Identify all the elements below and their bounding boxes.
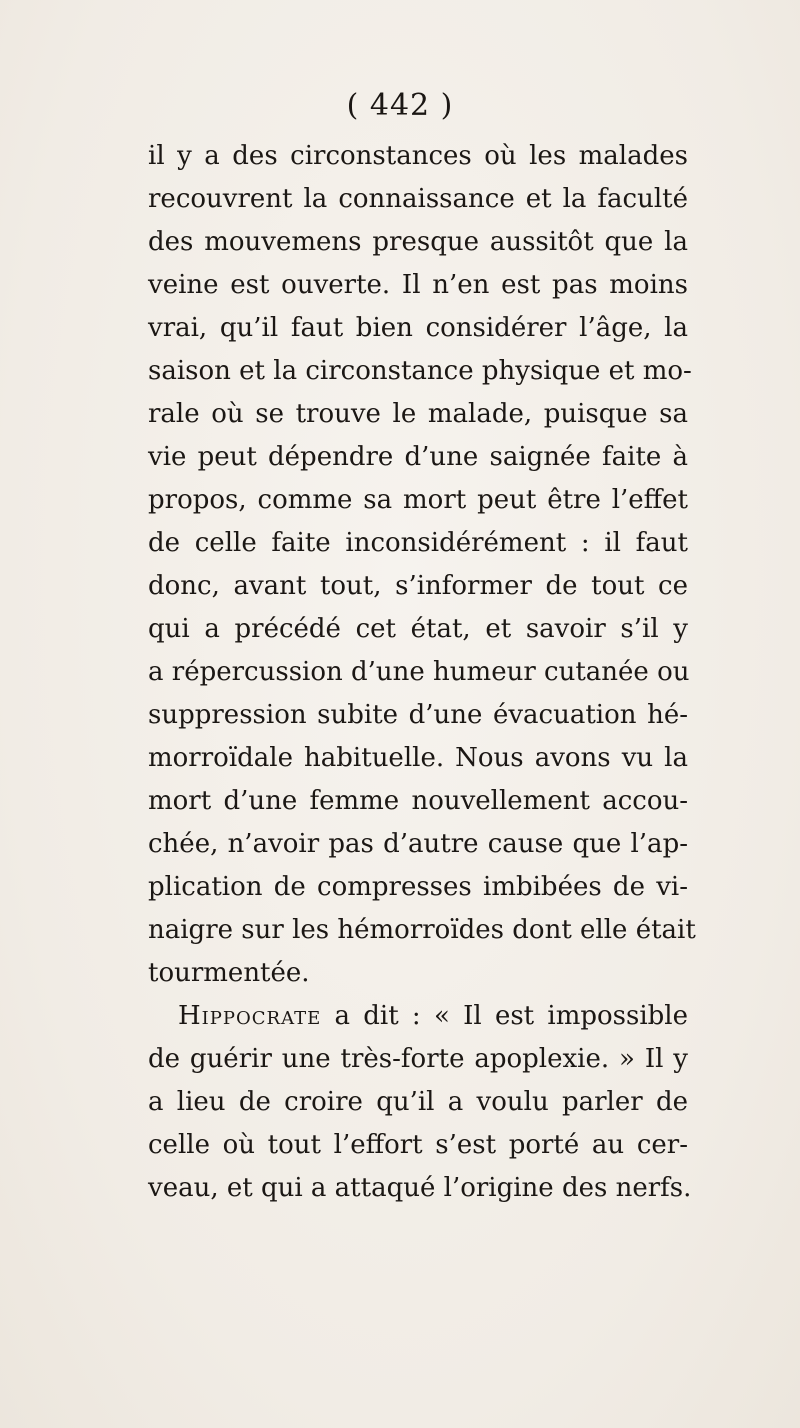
author-name: Hippocrate [178, 1001, 322, 1031]
text-line: veau, et qui a attaqué l’origine des nerfs. [148, 1173, 692, 1203]
text-line: recouvrent la connaissance et la faculté [148, 184, 688, 214]
body-text [148, 135, 696, 1210]
page-number: ( 442 ) [346, 88, 454, 123]
text-line: donc, avant tout, s’informer de tout ce [148, 571, 688, 601]
text-line: mort d’une femme nouvellement accou- [148, 786, 688, 816]
text-line: a lieu de croire qu’il a voulu parler de [148, 1087, 688, 1117]
text-line: morroïdale habituelle. Nous avons vu la [148, 743, 688, 773]
text-line: veine est ouverte. Il n’en est pas moins [148, 270, 688, 300]
text-line: naigre sur les hémorroïdes dont elle était [148, 915, 696, 945]
text-line: il y a des circonstances où les malades [148, 141, 688, 171]
text-line: de celle faite inconsidérément : il faut [148, 528, 688, 558]
text-line: de guérir une très-forte apoplexie. » Il y [148, 1044, 688, 1074]
text-line: saison et la circonstance physique et mo- [148, 356, 692, 386]
text-line: suppression subite d’une évacuation hé- [148, 700, 688, 730]
text-line: vie peut dépendre d’une saignée faite à [148, 442, 688, 472]
text-line: des mouvemens presque aussitôt que la [148, 227, 688, 257]
text-line: a répercussion d’une humeur cutanée ou [148, 657, 690, 687]
quote-start: a dit : « Il est impossible [321, 1001, 688, 1031]
hippocrate-line [148, 995, 688, 1038]
text-line: propos, comme sa mort peut être l’effet [148, 485, 688, 515]
text-line: rale où se trouve le malade, puisque sa [148, 399, 688, 429]
text-line: chée, n’avoir pas d’autre cause que l’ap- [148, 829, 688, 859]
text-line: qui a précédé cet état, et savoir s’il y [148, 614, 688, 644]
text-line: tourmentée. [148, 958, 310, 988]
text-line: plication de compresses imbibées de vi- [148, 872, 688, 902]
text-line: vrai, qu’il faut bien considérer l’âge, la [148, 313, 688, 343]
text-line: celle où tout l’effort s’est porté au cer- [148, 1130, 688, 1160]
